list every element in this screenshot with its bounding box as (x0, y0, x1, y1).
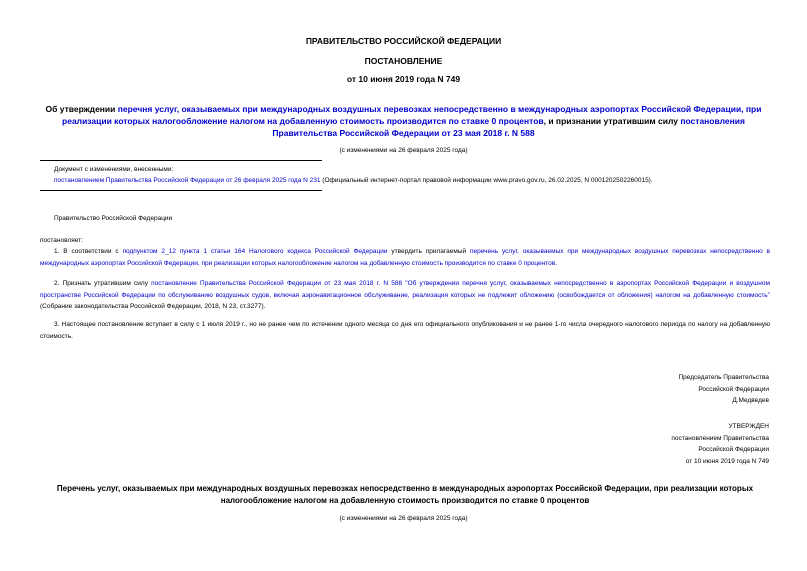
paragraph-2 (40, 278, 770, 313)
p2-text-a: 2. Признать утратившим силу (54, 280, 152, 287)
title-link-resolution-588[interactable]: постановления Правительства Российской Федерации от 23 мая 2018 г. N 588 (272, 116, 745, 138)
paragraph-3: 3. Настоящее постановление вступает в силу с 1 июля 2019 г., но не ранее чем по истечении одного месяца со дня его официального опубликования и не ранее 1-го числа очередного налогового периода по налогу на добавленную стоимость. (40, 321, 770, 340)
amendments-entry (54, 177, 774, 184)
amendments-link[interactable]: постановлением Правительства Российской Федерации от 26 февраля 2025 года N 231 (54, 177, 321, 184)
divider-bottom (40, 190, 322, 191)
list-title: Перечень услуг, оказываемых при международных воздушных перевозках непосредственно в международных аэропортах Российской Федерации, при реализации которых налогообложение налогом на добавленную стоимость производится по ставке 0 процентов (56, 484, 754, 505)
p1-text-b: утвердить прилагаемый (387, 248, 470, 255)
p2-link-resolution-588[interactable]: постановление Правительства Российской Федерации от 23 мая 2018 г. N 588 "Об утверждении перечня услуг, оказываемых непосредственно в аэропортах Российской Федерации и воздушном пространстве Российской Федерации по обслуживанию воздушных судов, включая аэронавигационное обслуживание, реализация которых не подлежит обложению (освобождается от обложения) налогом на добавленную стоимость" (40, 280, 770, 299)
government-heading: ПРАВИТЕЛЬСТВО РОССИЙСКОЙ ФЕДЕРАЦИИ (305, 36, 502, 46)
approved-country: Российской Федерации (698, 446, 769, 453)
paragraph-1 (40, 246, 770, 269)
approved-by: постановлением Правительства (671, 434, 769, 442)
changes-note: (с изменениями на 26 февраля 2025 года) (339, 147, 468, 154)
amendments-label: Документ с изменениями, внесенными: (54, 166, 174, 173)
approved-date: от 10 июня 2019 года N 749 (685, 457, 769, 465)
document-type: ПОСТАНОВЛЕНИЕ (364, 56, 443, 66)
document-title (36, 103, 771, 139)
p1-link-services-list[interactable]: перечень услуг, оказываемых при международных воздушных перевозках непосредственно в международных аэропортах Российской Федерации, при реализации которых налогообложение налогом на добавленную стоимость производится по ставке 0 процентов (40, 248, 771, 267)
approved-block (671, 421, 769, 467)
signature-name: Д.Медведев (732, 397, 769, 404)
p1-text-a: 1. В соответствии с (54, 248, 123, 255)
divider-top (40, 160, 322, 161)
signature-country: Российской Федерации (698, 385, 769, 393)
p2-text-b: (Собрание законодательства Российской Федерации, 2018, N 23, ст.3277). (40, 303, 266, 310)
signature-block (678, 372, 769, 407)
decides-label: постановляет: (40, 237, 83, 244)
p1-text-c: . (555, 259, 558, 267)
title-link-services-list[interactable]: перечня услуг, оказываемых при международных воздушных перевозках непосредственно в международных аэропортах Российской Федерации, при реализации которых налогообложение налогом на добавленную стоимость производится по ставке 0 процентов (62, 104, 762, 126)
approved-heading: УТВЕРЖДЕН (728, 423, 769, 430)
title-prefix: Об утверждении (45, 104, 118, 114)
amendments-source: (Официальный интернет-портал правовой информации www.pravo.gov.ru, 26.02.2025, N 0001202502260015). (320, 177, 653, 184)
title-middle: , и признании утратившим силу (543, 116, 681, 126)
signature-title: Председатель Правительства (678, 374, 769, 381)
list-changes-note: (с изменениями на 26 февраля 2025 года) (339, 515, 468, 522)
document-date-number: от 10 июня 2019 года N 749 (346, 74, 461, 84)
p1-link-tax-code[interactable]: подпунктом 2_12 пункта 1 статьи 164 Налогового кодекса Российской Федерации (122, 248, 388, 255)
issuer: Правительство Российской Федерации (54, 215, 173, 222)
